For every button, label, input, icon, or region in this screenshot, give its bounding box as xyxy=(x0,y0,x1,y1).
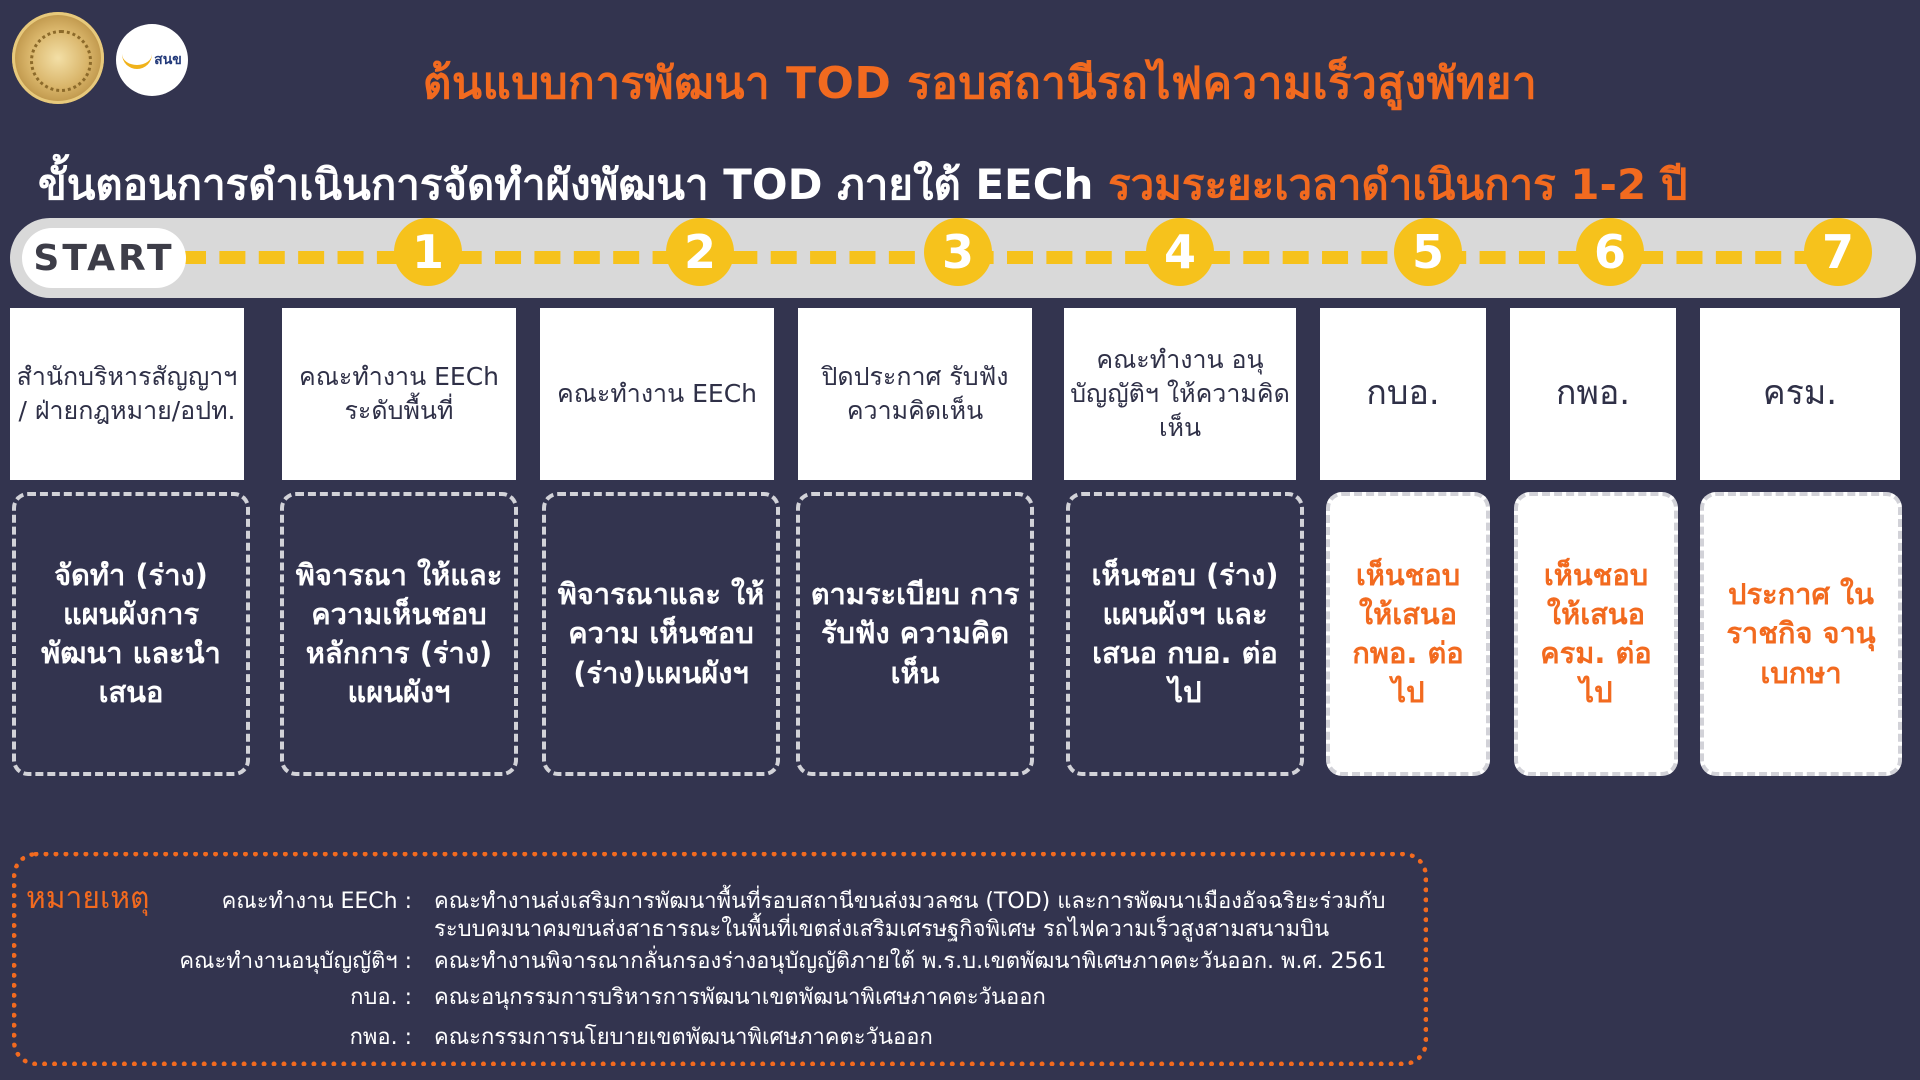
action-box-7: เห็นชอบ ให้เสนอ ครม. ต่อไป xyxy=(1514,492,1678,776)
wave-icon xyxy=(122,51,152,69)
step-marker-7: 7 xyxy=(1804,218,1872,286)
subtitle-highlight: รวมระยะเวลาดำเนินการ 1-2 ปี xyxy=(1108,160,1688,209)
note-term-bylaw: คณะทำงานอนุบัญญัติฯ : xyxy=(179,949,412,974)
page-subtitle xyxy=(38,152,1898,218)
role-box-eech-area-team: คณะทำงาน EECh ระดับพื้นที่ xyxy=(282,308,516,480)
logo-text: สนข xyxy=(154,52,182,68)
role-box-contract-office: สำนักบริหารสัญญาฯ / ฝ่ายกฎหมาย/อปท. xyxy=(10,308,244,480)
role-box-public-hearing: ปิดประกาศ รับฟังความคิดเห็น xyxy=(798,308,1032,480)
note-def-kbo: คณะอนุกรรมการบริหารการพัฒนาเขตพัฒนาพิเศษภาคตะวันออก xyxy=(434,985,1046,1010)
note-def-bylaw: คณะทำงานพิจารณากลั่นกรองร่างอนุบัญญัติภายใต้ พ.ร.บ.เขตพัฒนาพิเศษภาคตะวันออก. พ.ศ. 2561 xyxy=(434,949,1387,974)
action-box-5: เห็นชอบ (ร่าง) แผนผังฯ และเสนอ กบอ. ต่อไป xyxy=(1066,492,1304,776)
step-marker-5: 5 xyxy=(1394,218,1462,286)
note-term-eech: คณะทำงาน EECh : xyxy=(221,889,412,914)
note-term-kbo: กบอ. : xyxy=(350,985,412,1010)
note-term-kpo: กพอ. : xyxy=(349,1025,412,1050)
step-marker-3: 3 xyxy=(924,218,992,286)
otp-logo xyxy=(116,24,188,96)
step-marker-1: 1 xyxy=(394,218,462,286)
action-box-6: เห็นชอบ ให้เสนอ กพอ. ต่อไป xyxy=(1326,492,1490,776)
role-box-eech-team: คณะทำงาน EECh xyxy=(540,308,774,480)
role-box-kbo: กบอ. xyxy=(1320,308,1486,480)
role-box-kpo: กพอ. xyxy=(1510,308,1676,480)
subtitle-main: ขั้นตอนการดำเนินการจัดทำผังพัฒนา TOD ภายใต้ EECh xyxy=(38,160,1109,209)
note-def-eech: คณะทำงานส่งเสริมการพัฒนาพื้นที่รอบสถานีขนส่งมวลชน (TOD) และการพัฒนาเมืองอัจฉริยะร่วมกับ ระบบคมนาคมขนส่งสาธารณะในพื้นที่เขตส่งเสริมเศรษฐกิจพิเศษ รถไฟความเร็วสูงสามสนามบิน xyxy=(434,889,1386,942)
role-box-cabinet: ครม. xyxy=(1700,308,1900,480)
action-box-1: จัดทำ (ร่าง) แผนผังการ พัฒนา และนำเสนอ xyxy=(12,492,250,776)
royal-seal-logo xyxy=(12,12,104,104)
action-box-2: พิจารณา ให้และ ความเห็นชอบ หลักการ (ร่าง) แผนผังฯ xyxy=(280,492,518,776)
action-box-3: พิจารณาและ ให้ความ เห็นชอบ (ร่าง)แผนผังฯ xyxy=(542,492,780,776)
note-def-kpo: คณะกรรมการนโยบายเขตพัฒนาพิเศษภาคตะวันออก xyxy=(434,1025,933,1050)
role-box-bylaw-team: คณะทำงาน อนุบัญญัติฯ ให้ความคิดเห็น xyxy=(1064,308,1296,480)
step-marker-4: 4 xyxy=(1146,218,1214,286)
note-heading: หมายเหตุ xyxy=(26,881,150,916)
page-title: ต้นแบบการพัฒนา TOD รอบสถานีรถไฟความเร็วสูงพัทยา xyxy=(422,58,1538,109)
step-marker-6: 6 xyxy=(1576,218,1644,286)
step-marker-2: 2 xyxy=(666,218,734,286)
action-box-4: ตามระเบียบ การรับฟัง ความคิดเห็น xyxy=(796,492,1034,776)
start-label: START xyxy=(22,228,186,288)
action-box-8: ประกาศ ในราชกิจ จานุเบกษา xyxy=(1700,492,1902,776)
